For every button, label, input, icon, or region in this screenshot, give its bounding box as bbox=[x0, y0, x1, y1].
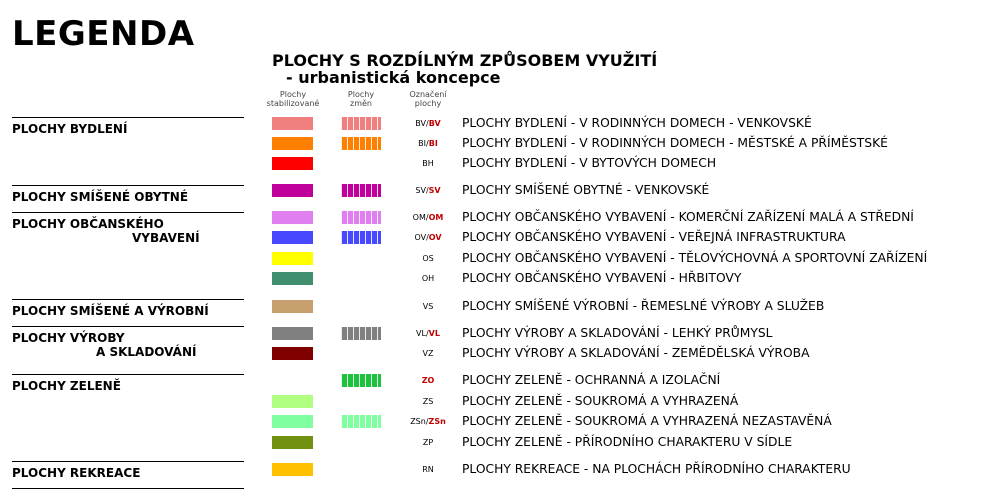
area-description: PLOCHY ZELENĚ - OCHRANNÁ A IZOLAČNÍ bbox=[462, 373, 721, 387]
area-code bbox=[400, 465, 456, 474]
swatch-stabilized bbox=[272, 395, 313, 408]
area-code-stabilized: ZSn bbox=[410, 417, 426, 426]
area-description: PLOCHY OBČANSKÉHO VYBAVENÍ - KOMERČNÍ ZAŘÍZENÍ MALÁ A STŘEDNÍ bbox=[462, 210, 914, 224]
area-description: PLOCHY BYDLENÍ - V RODINNÝCH DOMECH - VENKOVSKÉ bbox=[462, 116, 812, 130]
area-description: PLOCHY OBČANSKÉHO VYBAVENÍ - TĚLOVÝCHOVNÁ A SPORTOVNÍ ZAŘÍZENÍ bbox=[462, 251, 928, 265]
area-code-stabilized: ZP bbox=[422, 438, 434, 447]
area-code bbox=[400, 438, 456, 447]
swatch-stabilized bbox=[272, 137, 313, 150]
area-code-change: BI bbox=[428, 139, 438, 148]
area-description: PLOCHY VÝROBY A SKLADOVÁNÍ - LEHKÝ PRŮMYSL bbox=[462, 326, 773, 340]
area-code bbox=[400, 397, 456, 406]
swatch-change bbox=[341, 374, 381, 387]
swatch-stabilized bbox=[272, 231, 313, 244]
area-code-stabilized: VS bbox=[422, 302, 434, 311]
area-code bbox=[400, 274, 456, 283]
legend-row bbox=[0, 374, 995, 394]
area-code-stabilized: SV bbox=[415, 186, 426, 195]
column-header-code-line1: Označení bbox=[409, 90, 447, 99]
area-code bbox=[400, 139, 456, 148]
area-description: PLOCHY OBČANSKÉHO VYBAVENÍ - VEŘEJNÁ INFRASTRUKTURA bbox=[462, 230, 846, 244]
area-code-stabilized: BV bbox=[415, 119, 427, 128]
category-label-line: VYBAVENÍ bbox=[132, 231, 200, 245]
area-description: PLOCHY BYDLENÍ - V BYTOVÝCH DOMECH bbox=[462, 156, 717, 170]
area-code-change: ZSn bbox=[428, 417, 446, 426]
column-header-code bbox=[398, 90, 458, 108]
legend-row bbox=[0, 463, 995, 483]
swatch-stabilized bbox=[272, 184, 313, 197]
column-header-stabilized-line2: stabilizované bbox=[266, 99, 320, 108]
area-code-separator: / bbox=[425, 329, 429, 338]
swatch-hatch bbox=[344, 377, 378, 384]
area-code-change: BV bbox=[428, 119, 441, 128]
column-header-stabilized bbox=[258, 90, 328, 108]
area-description: PLOCHY ZELENĚ - PŘÍRODNÍHO CHARAKTERU V SÍDLE bbox=[462, 435, 793, 449]
area-code-separator: / bbox=[425, 186, 429, 195]
area-code bbox=[400, 254, 456, 263]
legend-row bbox=[0, 252, 995, 272]
swatch-hatch bbox=[344, 140, 378, 147]
swatch-stabilized bbox=[272, 272, 313, 285]
legend-row bbox=[0, 347, 995, 367]
category-label-line: PLOCHY BYDLENÍ bbox=[12, 122, 128, 136]
swatch-change bbox=[341, 137, 381, 150]
area-code-separator: / bbox=[426, 139, 429, 148]
column-header-code-line2: plochy bbox=[414, 99, 442, 108]
swatch-stabilized bbox=[272, 463, 313, 476]
swatch-stabilized bbox=[272, 327, 313, 340]
column-header-changes-line2: změn bbox=[350, 99, 372, 108]
swatch-change bbox=[341, 184, 381, 197]
category-label-line: A SKLADOVÁNÍ bbox=[96, 345, 197, 359]
area-code-stabilized: VZ bbox=[422, 349, 434, 358]
area-description: PLOCHY ZELENĚ - SOUKROMÁ A VYHRAZENÁ bbox=[462, 394, 739, 408]
area-code-change: OM bbox=[428, 213, 444, 222]
area-code-stabilized: VL bbox=[416, 329, 426, 338]
area-code-stabilized: OM bbox=[412, 213, 426, 222]
swatch-hatch bbox=[344, 214, 378, 221]
legend-row bbox=[0, 117, 995, 137]
swatch-change bbox=[341, 117, 381, 130]
area-code-stabilized: OH bbox=[421, 274, 435, 283]
area-description: PLOCHY BYDLENÍ - V RODINNÝCH DOMECH - MĚSTSKÉ A PŘÍMĚSTSKÉ bbox=[462, 136, 888, 150]
area-code bbox=[400, 159, 456, 168]
area-code-change: VL bbox=[428, 329, 440, 338]
area-code-separator: / bbox=[426, 233, 429, 242]
swatch-hatch bbox=[344, 330, 378, 337]
area-description: PLOCHY OBČANSKÉHO VYBAVENÍ - HŘBITOVY bbox=[462, 271, 742, 285]
swatch-stabilized bbox=[272, 211, 313, 224]
area-code-change: ZO bbox=[421, 376, 435, 385]
section-subtitle: - urbanistická koncepce bbox=[286, 68, 501, 87]
swatch-change bbox=[341, 211, 381, 224]
area-code-stabilized: BH bbox=[422, 159, 434, 168]
area-code-stabilized: OS bbox=[422, 254, 434, 263]
category-label-line: PLOCHY OBČANSKÉHO bbox=[12, 217, 164, 231]
swatch-stabilized bbox=[272, 300, 313, 313]
swatch-stabilized bbox=[272, 157, 313, 170]
page-title: LEGENDA bbox=[12, 14, 195, 54]
legend-row bbox=[0, 137, 995, 157]
area-code-separator: / bbox=[426, 119, 429, 128]
area-code bbox=[400, 417, 456, 426]
legend-row bbox=[0, 272, 995, 292]
swatch-stabilized bbox=[272, 252, 313, 265]
swatch-hatch bbox=[344, 187, 378, 194]
swatch-stabilized bbox=[272, 415, 313, 428]
swatch-change bbox=[341, 231, 381, 244]
category-label-line: PLOCHY ZELENĚ bbox=[12, 379, 121, 393]
section-title: PLOCHY S ROZDÍLNÝM ZPŮSOBEM VYUŽITÍ bbox=[272, 51, 658, 70]
area-code bbox=[400, 329, 456, 338]
category-label-line: PLOCHY SMÍŠENÉ A VÝROBNÍ bbox=[12, 304, 209, 318]
area-code bbox=[400, 302, 456, 311]
legend-row bbox=[0, 415, 995, 435]
area-description: PLOCHY REKREACE - NA PLOCHÁCH PŘÍRODNÍHO CHARAKTERU bbox=[462, 462, 851, 476]
swatch-stabilized bbox=[272, 347, 313, 360]
area-code bbox=[400, 119, 456, 128]
swatch-stabilized bbox=[272, 117, 313, 130]
area-code-separator: / bbox=[425, 213, 429, 222]
category-label-line: PLOCHY VÝROBY bbox=[12, 331, 125, 345]
area-code-change: OV bbox=[428, 233, 442, 242]
swatch-stabilized bbox=[272, 436, 313, 449]
swatch-change bbox=[341, 327, 381, 340]
swatch-hatch bbox=[344, 120, 378, 127]
area-code bbox=[400, 349, 456, 358]
legend-row bbox=[0, 327, 995, 347]
area-code bbox=[400, 233, 456, 242]
category-label-line: PLOCHY REKREACE bbox=[12, 466, 141, 480]
area-code-change: SV bbox=[428, 186, 441, 195]
legend-row bbox=[0, 395, 995, 415]
area-description: PLOCHY SMÍŠENÉ OBYTNÉ - VENKOVSKÉ bbox=[462, 183, 710, 197]
category-label-line: PLOCHY SMÍŠENÉ OBYTNÉ bbox=[12, 190, 189, 204]
area-code-stabilized: OV bbox=[414, 233, 427, 242]
area-code-separator: / bbox=[425, 417, 429, 426]
column-header-changes-line1: Plochy bbox=[347, 90, 375, 99]
area-code bbox=[400, 376, 456, 385]
area-code bbox=[400, 213, 456, 222]
legend-row bbox=[0, 231, 995, 251]
area-code bbox=[400, 186, 456, 195]
area-code-stabilized: RN bbox=[422, 465, 434, 474]
column-header-stabilized-line1: Plochy bbox=[279, 90, 307, 99]
legend-row bbox=[0, 157, 995, 177]
swatch-change bbox=[341, 415, 381, 428]
legend-row bbox=[0, 436, 995, 456]
column-header-changes bbox=[331, 90, 391, 108]
legend-row bbox=[0, 211, 995, 231]
area-code-stabilized: BI bbox=[418, 139, 427, 148]
swatch-hatch bbox=[344, 234, 378, 241]
area-code-stabilized: ZS bbox=[422, 397, 434, 406]
legend-row bbox=[0, 300, 995, 320]
area-description: PLOCHY SMÍŠENÉ VÝROBNÍ - ŘEMESLNÉ VÝROBY A SLUŽEB bbox=[462, 299, 825, 313]
area-description: PLOCHY ZELENĚ - SOUKROMÁ A VYHRAZENÁ NEZASTAVĚNÁ bbox=[462, 414, 832, 428]
divider bbox=[12, 488, 244, 489]
legend-row bbox=[0, 184, 995, 204]
area-description: PLOCHY VÝROBY A SKLADOVÁNÍ - ZEMĚDĚLSKÁ VÝROBA bbox=[462, 346, 810, 360]
swatch-hatch bbox=[344, 418, 378, 425]
